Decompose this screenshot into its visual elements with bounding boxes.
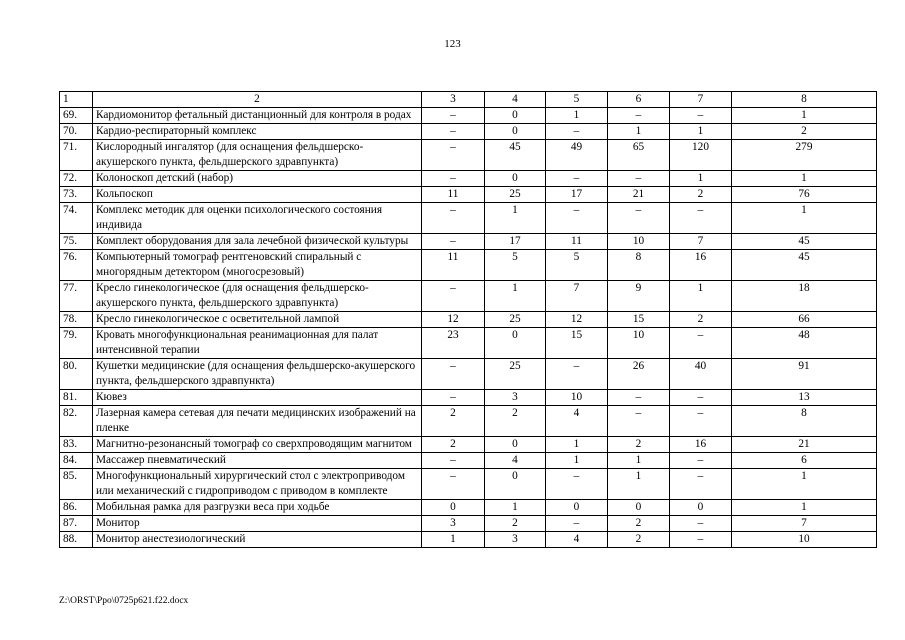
quantity-cell-c5: 4 <box>546 532 608 548</box>
quantity-cell-c7: 1 <box>670 171 732 187</box>
table-row <box>60 500 877 516</box>
quantity-cell-c3: – <box>422 171 485 187</box>
quantity-cell-c7: 2 <box>670 187 732 203</box>
equipment-name-cell: Многофункциональный хирургический стол с электроприводом или механический с гидроприводом с приводом в комплекте <box>93 469 422 500</box>
table-row <box>60 281 877 312</box>
quantity-cell-c6: 26 <box>608 359 670 390</box>
quantity-cell-c5: – <box>546 516 608 532</box>
equipment-name-cell: Массажер пневматический <box>93 453 422 469</box>
quantity-cell-c6: 2 <box>608 437 670 453</box>
equipment-name-cell: Колоноскоп детский (набор) <box>93 171 422 187</box>
quantity-cell-c3: – <box>422 140 485 171</box>
quantity-cell-c7: 2 <box>670 312 732 328</box>
row-number-cell: 69. <box>60 108 93 124</box>
quantity-cell-c7: – <box>670 108 732 124</box>
quantity-cell-c3: – <box>422 108 485 124</box>
table-row <box>60 108 877 124</box>
quantity-cell-c6: 0 <box>608 500 670 516</box>
row-number-cell: 77. <box>60 281 93 312</box>
quantity-cell-c5: 11 <box>546 234 608 250</box>
quantity-cell-c8: 48 <box>732 328 877 359</box>
quantity-cell-c8: 6 <box>732 453 877 469</box>
quantity-cell-c7: – <box>670 532 732 548</box>
quantity-cell-c8: 1 <box>732 469 877 500</box>
row-number-cell: 88. <box>60 532 93 548</box>
quantity-cell-c7: 1 <box>670 281 732 312</box>
equipment-name-cell: Кардиомонитор фетальный дистанционный для контроля в родах <box>93 108 422 124</box>
row-number-cell: 82. <box>60 406 93 437</box>
row-number-cell: 71. <box>60 140 93 171</box>
quantity-cell-c7: 16 <box>670 250 732 281</box>
table-row <box>60 390 877 406</box>
column-number-header: 3 <box>422 92 485 108</box>
quantity-cell-c6: – <box>608 108 670 124</box>
quantity-cell-c8: 45 <box>732 234 877 250</box>
quantity-cell-c3: 12 <box>422 312 485 328</box>
table-row <box>60 312 877 328</box>
quantity-cell-c5: – <box>546 359 608 390</box>
file-path-footer: Z:\ORST\Ppo\0725p621.f22.docx <box>59 596 189 606</box>
table-row <box>60 532 877 548</box>
quantity-cell-c5: – <box>546 171 608 187</box>
equipment-name-cell: Мобильная рамка для разгрузки веса при ходьбе <box>93 500 422 516</box>
quantity-cell-c8: 18 <box>732 281 877 312</box>
quantity-cell-c4: 0 <box>485 437 546 453</box>
quantity-cell-c8: 21 <box>732 437 877 453</box>
quantity-cell-c6: 1 <box>608 124 670 140</box>
quantity-cell-c7: – <box>670 453 732 469</box>
row-number-cell: 74. <box>60 203 93 234</box>
quantity-cell-c6: – <box>608 171 670 187</box>
quantity-cell-c4: 0 <box>485 124 546 140</box>
quantity-cell-c6: 21 <box>608 187 670 203</box>
quantity-cell-c5: 5 <box>546 250 608 281</box>
quantity-cell-c3: 0 <box>422 500 485 516</box>
equipment-name-cell: Кислородный ингалятор (для оснащения фельдшерско-акушерского пункта, фельдшерского здравпункта) <box>93 140 422 171</box>
quantity-cell-c5: 7 <box>546 281 608 312</box>
quantity-cell-c4: 2 <box>485 516 546 532</box>
quantity-cell-c4: 3 <box>485 390 546 406</box>
row-number-cell: 83. <box>60 437 93 453</box>
equipment-name-cell: Комплекс методик для оценки психологического состояния индивида <box>93 203 422 234</box>
quantity-cell-c4: 0 <box>485 469 546 500</box>
table-row <box>60 328 877 359</box>
quantity-cell-c6: 1 <box>608 453 670 469</box>
quantity-cell-c6: 65 <box>608 140 670 171</box>
column-number-header: 1 <box>60 92 93 108</box>
column-number-header: 4 <box>485 92 546 108</box>
quantity-cell-c6: 2 <box>608 532 670 548</box>
table-row <box>60 453 877 469</box>
quantity-cell-c4: 1 <box>485 281 546 312</box>
quantity-cell-c3: 11 <box>422 250 485 281</box>
quantity-cell-c6: – <box>608 390 670 406</box>
quantity-cell-c8: 1 <box>732 500 877 516</box>
row-number-cell: 73. <box>60 187 93 203</box>
row-number-cell: 75. <box>60 234 93 250</box>
quantity-cell-c7: – <box>670 469 732 500</box>
row-number-cell: 84. <box>60 453 93 469</box>
quantity-cell-c4: 0 <box>485 171 546 187</box>
row-number-cell: 78. <box>60 312 93 328</box>
quantity-cell-c7: – <box>670 203 732 234</box>
quantity-cell-c7: 16 <box>670 437 732 453</box>
row-number-cell: 80. <box>60 359 93 390</box>
equipment-name-cell: Монитор <box>93 516 422 532</box>
quantity-cell-c3: – <box>422 390 485 406</box>
quantity-cell-c8: 1 <box>732 171 877 187</box>
quantity-cell-c8: 1 <box>732 108 877 124</box>
equipment-name-cell: Монитор анестезиологический <box>93 532 422 548</box>
quantity-cell-c3: 2 <box>422 406 485 437</box>
quantity-cell-c8: 45 <box>732 250 877 281</box>
quantity-cell-c6: 1 <box>608 469 670 500</box>
quantity-cell-c4: 25 <box>485 187 546 203</box>
equipment-name-cell: Кювез <box>93 390 422 406</box>
table-row <box>60 359 877 390</box>
quantity-cell-c6: 15 <box>608 312 670 328</box>
quantity-cell-c5: 49 <box>546 140 608 171</box>
quantity-cell-c5: 1 <box>546 453 608 469</box>
quantity-cell-c6: 9 <box>608 281 670 312</box>
quantity-cell-c5: 10 <box>546 390 608 406</box>
table-row <box>60 516 877 532</box>
quantity-cell-c7: – <box>670 390 732 406</box>
quantity-cell-c5: – <box>546 203 608 234</box>
table-row <box>60 469 877 500</box>
quantity-cell-c5: 15 <box>546 328 608 359</box>
table-row <box>60 203 877 234</box>
equipment-name-cell: Кресло гинекологическое с осветительной лампой <box>93 312 422 328</box>
quantity-cell-c3: 3 <box>422 516 485 532</box>
quantity-cell-c8: 13 <box>732 390 877 406</box>
page-number: 123 <box>444 38 461 50</box>
quantity-cell-c3: – <box>422 234 485 250</box>
equipment-name-cell: Кровать многофункциональная реанимационная для палат интенсивной терапии <box>93 328 422 359</box>
quantity-cell-c7: 120 <box>670 140 732 171</box>
table-row <box>60 124 877 140</box>
quantity-cell-c5: – <box>546 469 608 500</box>
table-row <box>60 250 877 281</box>
table-row <box>60 140 877 171</box>
quantity-cell-c8: 2 <box>732 124 877 140</box>
quantity-cell-c5: 1 <box>546 108 608 124</box>
quantity-cell-c4: 4 <box>485 453 546 469</box>
quantity-cell-c3: 23 <box>422 328 485 359</box>
quantity-cell-c4: 45 <box>485 140 546 171</box>
quantity-cell-c5: 0 <box>546 500 608 516</box>
quantity-cell-c5: 17 <box>546 187 608 203</box>
quantity-cell-c3: – <box>422 124 485 140</box>
quantity-cell-c7: – <box>670 328 732 359</box>
table-row <box>60 406 877 437</box>
column-number-header: 6 <box>608 92 670 108</box>
quantity-cell-c4: 1 <box>485 500 546 516</box>
quantity-cell-c7: 40 <box>670 359 732 390</box>
quantity-cell-c4: 3 <box>485 532 546 548</box>
quantity-cell-c3: – <box>422 203 485 234</box>
quantity-cell-c8: 1 <box>732 203 877 234</box>
table-row <box>60 171 877 187</box>
quantity-cell-c4: 2 <box>485 406 546 437</box>
quantity-cell-c4: 25 <box>485 312 546 328</box>
quantity-cell-c4: 5 <box>485 250 546 281</box>
row-number-cell: 87. <box>60 516 93 532</box>
quantity-cell-c4: 17 <box>485 234 546 250</box>
row-number-cell: 86. <box>60 500 93 516</box>
quantity-cell-c6: – <box>608 406 670 437</box>
equipment-name-cell: Магнитно-резонансный томограф со сверхпроводящим магнитом <box>93 437 422 453</box>
quantity-cell-c7: 0 <box>670 500 732 516</box>
quantity-cell-c3: 11 <box>422 187 485 203</box>
quantity-cell-c8: 76 <box>732 187 877 203</box>
quantity-cell-c4: 0 <box>485 328 546 359</box>
row-number-cell: 85. <box>60 469 93 500</box>
quantity-cell-c8: 279 <box>732 140 877 171</box>
column-number-header: 2 <box>93 92 422 108</box>
equipment-name-cell: Комплект оборудования для зала лечебной физической культуры <box>93 234 422 250</box>
quantity-cell-c6: – <box>608 203 670 234</box>
table-header-row <box>60 92 877 108</box>
quantity-cell-c8: 10 <box>732 532 877 548</box>
equipment-table <box>59 91 877 548</box>
quantity-cell-c5: – <box>546 124 608 140</box>
quantity-cell-c3: – <box>422 453 485 469</box>
quantity-cell-c6: 8 <box>608 250 670 281</box>
quantity-cell-c4: 0 <box>485 108 546 124</box>
equipment-name-cell: Кольпоскоп <box>93 187 422 203</box>
quantity-cell-c8: 91 <box>732 359 877 390</box>
quantity-cell-c7: – <box>670 516 732 532</box>
quantity-cell-c7: – <box>670 406 732 437</box>
quantity-cell-c6: 2 <box>608 516 670 532</box>
quantity-cell-c8: 66 <box>732 312 877 328</box>
quantity-cell-c4: 1 <box>485 203 546 234</box>
quantity-cell-c6: 10 <box>608 328 670 359</box>
table-row <box>60 234 877 250</box>
quantity-cell-c7: 1 <box>670 124 732 140</box>
quantity-cell-c4: 25 <box>485 359 546 390</box>
column-number-header: 7 <box>670 92 732 108</box>
quantity-cell-c3: 1 <box>422 532 485 548</box>
row-number-cell: 79. <box>60 328 93 359</box>
table-row <box>60 187 877 203</box>
quantity-cell-c3: 2 <box>422 437 485 453</box>
equipment-name-cell: Кресло гинекологическое (для оснащения фельдшерско-акушерского пункта, фельдшерского здравпункта) <box>93 281 422 312</box>
row-number-cell: 72. <box>60 171 93 187</box>
quantity-cell-c7: 7 <box>670 234 732 250</box>
quantity-cell-c8: 7 <box>732 516 877 532</box>
equipment-name-cell: Лазерная камера сетевая для печати медицинских изображений на пленке <box>93 406 422 437</box>
table-row <box>60 437 877 453</box>
equipment-name-cell: Компьютерный томограф рентгеновский спиральный с многорядным детектором (многосрезовый) <box>93 250 422 281</box>
quantity-cell-c3: – <box>422 469 485 500</box>
row-number-cell: 76. <box>60 250 93 281</box>
equipment-name-cell: Кушетки медицинские (для оснащения фельдшерско-акушерского пункта, фельдшерского здравпункта) <box>93 359 422 390</box>
column-number-header: 5 <box>546 92 608 108</box>
quantity-cell-c5: 12 <box>546 312 608 328</box>
quantity-cell-c3: – <box>422 281 485 312</box>
column-number-header: 8 <box>732 92 877 108</box>
quantity-cell-c5: 4 <box>546 406 608 437</box>
row-number-cell: 70. <box>60 124 93 140</box>
quantity-cell-c5: 1 <box>546 437 608 453</box>
quantity-cell-c8: 8 <box>732 406 877 437</box>
quantity-cell-c6: 10 <box>608 234 670 250</box>
row-number-cell: 81. <box>60 390 93 406</box>
quantity-cell-c3: – <box>422 359 485 390</box>
equipment-name-cell: Кардио-респираторный комплекс <box>93 124 422 140</box>
